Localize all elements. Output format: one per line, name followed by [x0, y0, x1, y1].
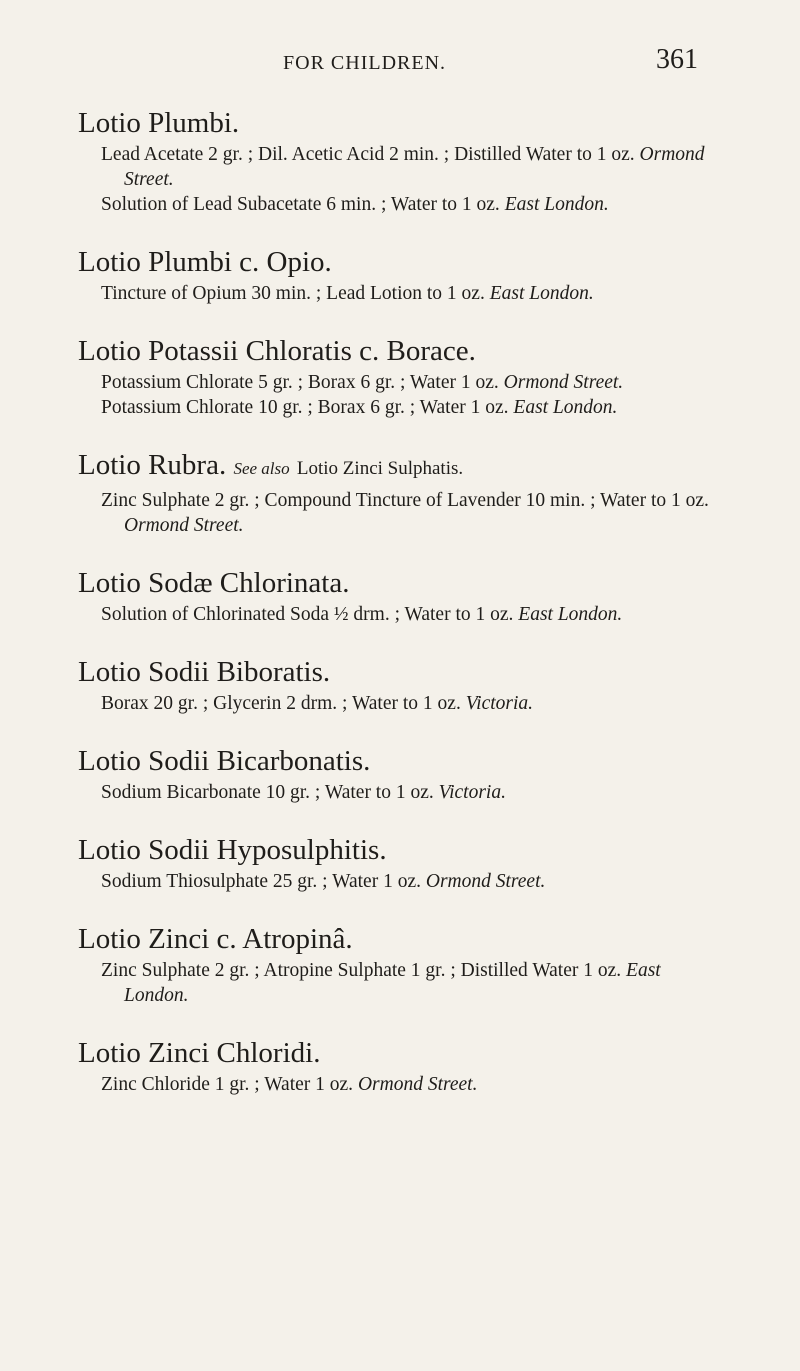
entry-lotio-plumbi: [78, 104, 718, 217]
recipe: [101, 192, 718, 217]
recipe-source: Ormond Street.: [425, 871, 546, 892]
entry-lotio-sodii-hyposulphitis: [78, 831, 718, 894]
recipe-source: East London.: [518, 604, 623, 625]
page-number: 361: [656, 44, 698, 75]
recipe-text: Sodium Bicarbonate 10 gr. ; Water to 1 oz.: [101, 782, 434, 803]
recipe-text: Lead Acetate 2 gr. ; Dil. Acetic Acid 2 min. ; Distilled Water to 1 oz.: [101, 144, 635, 165]
entry-lotio-plumbi-opio: [78, 243, 718, 306]
entry-lotio-zinci-chloridi: [78, 1034, 718, 1097]
entry-title: Lotio Potassii Chloratis c. Borace.: [78, 335, 476, 367]
entry-lotio-rubra: [78, 446, 718, 538]
recipe: [101, 488, 718, 538]
recipe: [101, 780, 718, 805]
entry-title: Lotio Rubra.: [78, 449, 227, 481]
entry-title: Lotio Zinci c. Atropinâ.: [78, 923, 353, 955]
entry-title: Lotio Sodii Bicarbonatis.: [78, 745, 371, 777]
recipe-source: East London.: [489, 283, 594, 304]
recipe-source: East London.: [504, 194, 609, 215]
recipe-text: Zinc Sulphate 2 gr. ; Atropine Sulphate 1 gr. ; Distilled Water 1 oz.: [101, 960, 622, 981]
recipe-source: East London.: [124, 960, 661, 1006]
recipe-text: Potassium Chlorate 10 gr. ; Borax 6 gr. ; Water 1 oz.: [101, 397, 509, 418]
running-head: FOR CHILDREN.: [283, 52, 447, 74]
recipe-source: Ormond Street.: [503, 372, 624, 393]
entry-list: [0, 104, 800, 1097]
recipe: [101, 370, 718, 395]
recipe: [101, 958, 718, 1008]
entry-lotio-sodii-biboratis: [78, 653, 718, 716]
entry-lotio-potassii-chloratis: [78, 332, 718, 420]
recipe-source: Victoria.: [465, 693, 534, 714]
recipe-source: Ormond Street.: [357, 1074, 478, 1095]
recipe: [101, 869, 718, 894]
entry-title: Lotio Plumbi.: [78, 107, 240, 139]
entry-title: Lotio Sodii Hyposulphitis.: [78, 834, 387, 866]
recipe: [101, 395, 718, 420]
entry-title: Lotio Zinci Chloridi.: [78, 1037, 321, 1069]
recipe-source: East London.: [513, 397, 618, 418]
recipe-text: Zinc Chloride 1 gr. ; Water 1 oz.: [101, 1074, 354, 1095]
recipe-text: Borax 20 gr. ; Glycerin 2 drm. ; Water to 1 oz.: [101, 693, 461, 714]
recipe: [101, 1072, 718, 1097]
recipe-text: Tincture of Opium 30 min. ; Lead Lotion to 1 oz.: [101, 283, 485, 304]
recipe: [101, 602, 718, 627]
see-also-label: See also: [233, 459, 290, 478]
entry-title: Lotio Sodæ Chlorinata.: [78, 567, 350, 599]
entry-lotio-sodae-chlorinata: [78, 564, 718, 627]
recipe-text: Sodium Thiosulphate 25 gr. ; Water 1 oz.: [101, 871, 421, 892]
cross-reference: Lotio Zinci Sulphatis.: [296, 458, 464, 479]
entry-title: Lotio Plumbi c. Opio.: [78, 246, 332, 278]
recipe-source: Victoria.: [438, 782, 506, 803]
recipe: [101, 281, 718, 306]
recipe: [101, 142, 718, 192]
recipe-source: Ormond Street.: [124, 515, 244, 536]
recipe-text: Potassium Chlorate 5 gr. ; Borax 6 gr. ; Water 1 oz.: [101, 372, 499, 393]
recipe: [101, 691, 718, 716]
entry-lotio-zinci-atropina: [78, 920, 718, 1008]
recipe-text: Solution of Lead Subacetate 6 min. ; Water to 1 oz.: [101, 194, 500, 215]
entry-title-line: [78, 446, 718, 488]
entry-lotio-sodii-bicarbonatis: [78, 742, 718, 805]
recipe-text: Zinc Sulphate 2 gr. ; Compound Tincture of Lavender 10 min. ; Water to 1 oz.: [101, 490, 709, 511]
recipe-source: Ormond Street.: [124, 144, 705, 190]
recipe-text: Solution of Chlorinated Soda ½ drm. ; Water to 1 oz.: [101, 604, 514, 625]
entry-title: Lotio Sodii Biboratis.: [78, 656, 331, 688]
